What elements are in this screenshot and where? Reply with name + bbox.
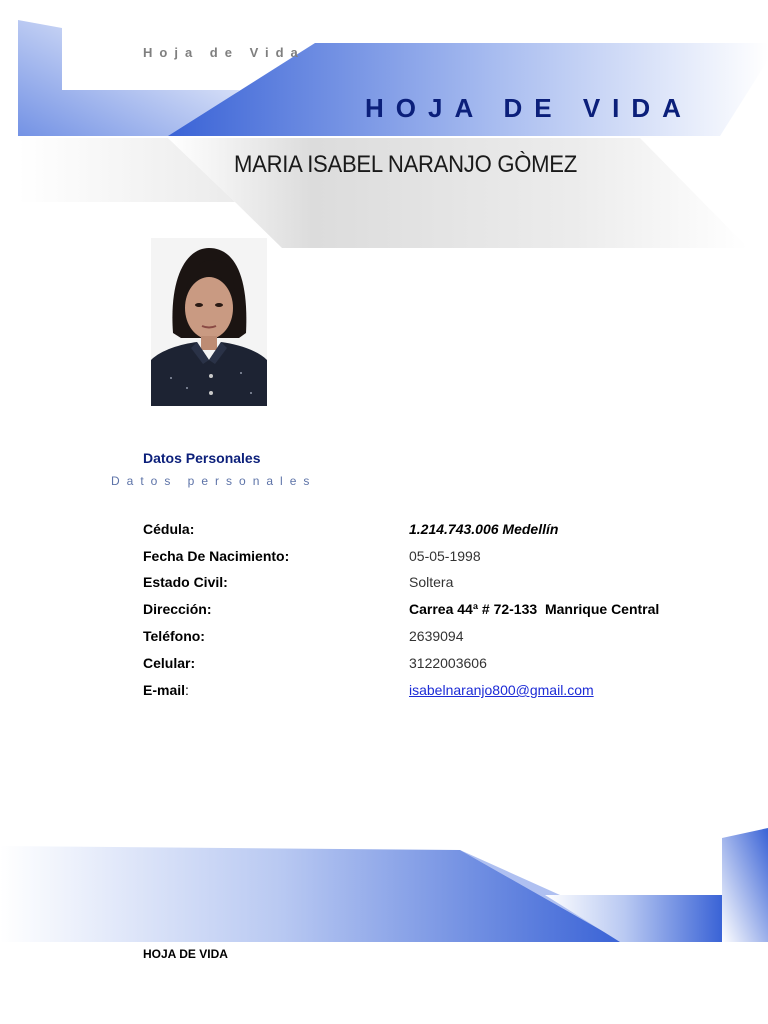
value-direccion: Carrea 44ª # 72-133 Manrique Central (409, 601, 660, 617)
row-cedula (143, 521, 703, 543)
section-heading: Datos Personales (143, 450, 261, 466)
value-fecha-nacimiento: 05-05-1998 (409, 548, 481, 564)
page-title: HOJA DE VIDA (365, 93, 693, 123)
row-fecha-nacimiento (143, 548, 703, 570)
row-estado-civil (143, 574, 703, 596)
label-fecha-nacimiento: Fecha De Nacimiento: (143, 548, 290, 564)
label-telefono: Teléfono: (143, 628, 205, 644)
label-direccion: Dirección: (143, 601, 212, 617)
row-direccion (143, 601, 703, 623)
value-celular: 3122003606 (409, 655, 487, 671)
small-title: Hoja de Vida (143, 45, 305, 60)
label-email: E-mail: (143, 682, 189, 698)
email-link[interactable]: isabelnaranjo800@gmail.com (409, 682, 594, 698)
value-estado-civil: Soltera (409, 574, 454, 590)
person-name: MARIA ISABEL NARANJO GÒMEZ (234, 151, 577, 178)
label-cedula: Cédula: (143, 521, 195, 537)
section-subheading: Datos personales (111, 474, 317, 488)
value-cedula: 1.214.743.006 Medellín (409, 521, 559, 537)
row-telefono (143, 628, 703, 650)
profile-photo (151, 238, 267, 406)
row-email (143, 682, 703, 704)
label-estado-civil: Estado Civil: (143, 574, 228, 590)
footer-title: HOJA DE VIDA (143, 947, 228, 961)
row-celular (143, 655, 703, 677)
value-telefono: 2639094 (409, 628, 464, 644)
label-celular: Celular: (143, 655, 196, 671)
